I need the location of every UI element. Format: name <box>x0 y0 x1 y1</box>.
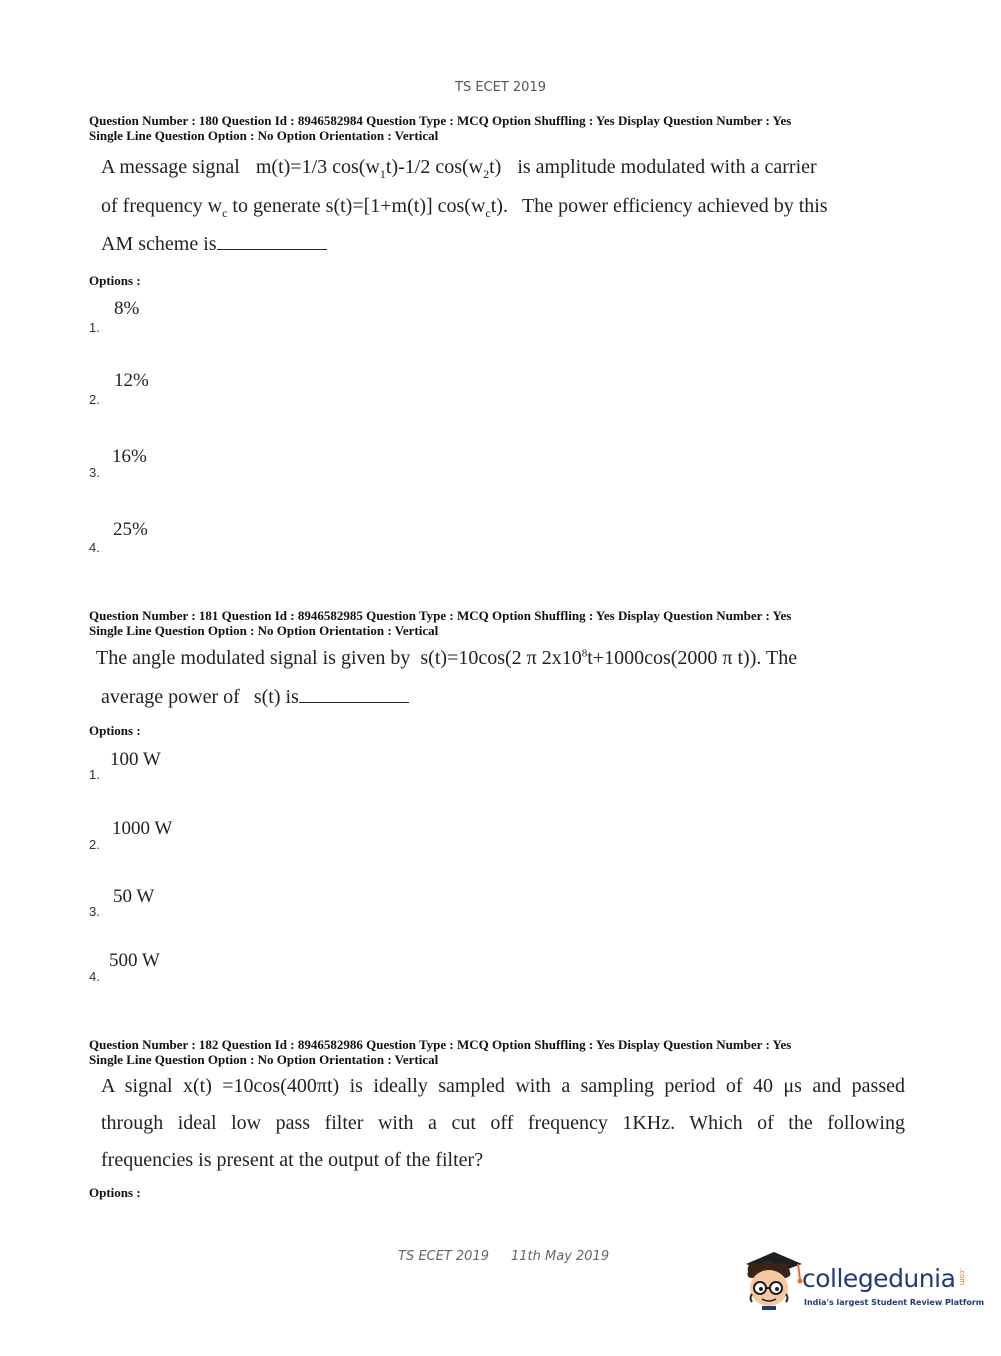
page-header-title: TS ECET 2019 <box>455 80 546 95</box>
question-text-segment: A message signal <box>101 156 240 178</box>
equation-segment: m(t)=1/3 cos(w <box>255 156 380 178</box>
equation-segment: to generate s(t)=[1+m(t)] cos(w <box>227 195 486 217</box>
equation-subscript: c <box>485 206 491 220</box>
answer-blank <box>299 686 409 703</box>
question-text-line <box>96 647 797 670</box>
equation-subscript: 1 <box>379 167 386 181</box>
option-text: 25% <box>113 519 148 540</box>
question-text-line: A signal x(t) =10cos(400πt) is ideally sampled with a sampling period of 40 μs and passed <box>101 1075 905 1097</box>
question-text-line: through ideal low pass filter with a cut off frequency 1KHz. Which of the following <box>101 1112 905 1134</box>
equation-segment: t)-1/2 cos(w <box>385 156 484 178</box>
option-text: 500 W <box>109 950 160 971</box>
option-number: 2. <box>89 392 100 407</box>
question-text-line <box>101 233 327 256</box>
brand-logo-com: .com <box>958 1268 966 1286</box>
option-text: 1000 W <box>112 818 173 839</box>
options-label: Options : <box>89 723 141 738</box>
equation-subscript: c <box>222 206 228 220</box>
footer-date: 11th May 2019 <box>511 1249 610 1264</box>
option-number: 3. <box>89 465 100 480</box>
question-text-line: frequencies is present at the output of the filter? <box>101 1149 484 1171</box>
question-text-segment: average power of <box>101 686 240 708</box>
question-text-segment: AM scheme is <box>101 233 217 255</box>
equation-subscript: 2 <box>483 167 490 181</box>
brand-tagline: India's largest Student Review Platform <box>804 1298 985 1307</box>
question-text-segment: of frequency w <box>101 195 223 217</box>
answer-blank <box>217 233 327 250</box>
equation-segment: t). <box>490 195 508 217</box>
mascot-icon <box>740 1250 804 1312</box>
option-number: 4. <box>89 540 100 555</box>
question-text-line <box>101 686 409 709</box>
option-text: 8% <box>114 298 140 319</box>
question-meta-line1: Question Number : 182 Question Id : 8946582986 Question Type : MCQ Option Shuffling : Yes Display Question Number : Yes <box>89 1037 792 1052</box>
equation-segment: s(t)=10cos(2 π 2x10 <box>420 647 582 669</box>
options-label: Options : <box>89 273 141 288</box>
equation-superscript: 8 <box>581 647 588 660</box>
brand-logo-name: collegedunia <box>802 1264 956 1293</box>
option-number: 1. <box>89 320 100 335</box>
question-text-line <box>101 156 817 182</box>
question-text-segment: The power efficiency achieved by this <box>521 195 828 217</box>
option-number: 4. <box>89 969 100 984</box>
footer-exam: TS ECET 2019 <box>398 1249 489 1264</box>
option-number: 3. <box>89 904 100 919</box>
option-number: 1. <box>89 767 100 782</box>
equation-segment: s(t) is <box>253 686 299 708</box>
option-text: 16% <box>112 446 147 467</box>
question-text-segment: is amplitude modulated with a carrier <box>517 156 817 178</box>
options-label: Options : <box>89 1185 141 1200</box>
option-text: 50 W <box>113 886 155 907</box>
equation-segment: t+1000cos(2000 π t)). The <box>587 647 798 669</box>
question-meta-line2: Single Line Question Option : No Option Orientation : Vertical <box>89 623 439 638</box>
question-meta-line1: Question Number : 181 Question Id : 8946582985 Question Type : MCQ Option Shuffling : Yes Display Question Number : Yes <box>89 608 792 623</box>
question-text-line <box>101 195 828 221</box>
question-meta-line2: Single Line Question Option : No Option Orientation : Vertical <box>89 128 439 143</box>
equation-segment: t) <box>489 156 502 178</box>
question-meta-line2: Single Line Question Option : No Option Orientation : Vertical <box>89 1052 439 1067</box>
option-text: 100 W <box>110 749 161 770</box>
option-number: 2. <box>89 837 100 852</box>
option-text: 12% <box>114 370 149 391</box>
question-meta-line1: Question Number : 180 Question Id : 8946582984 Question Type : MCQ Option Shuffling : Yes Display Question Number : Yes <box>89 113 792 128</box>
question-text-segment: The angle modulated signal is given by <box>96 647 411 669</box>
